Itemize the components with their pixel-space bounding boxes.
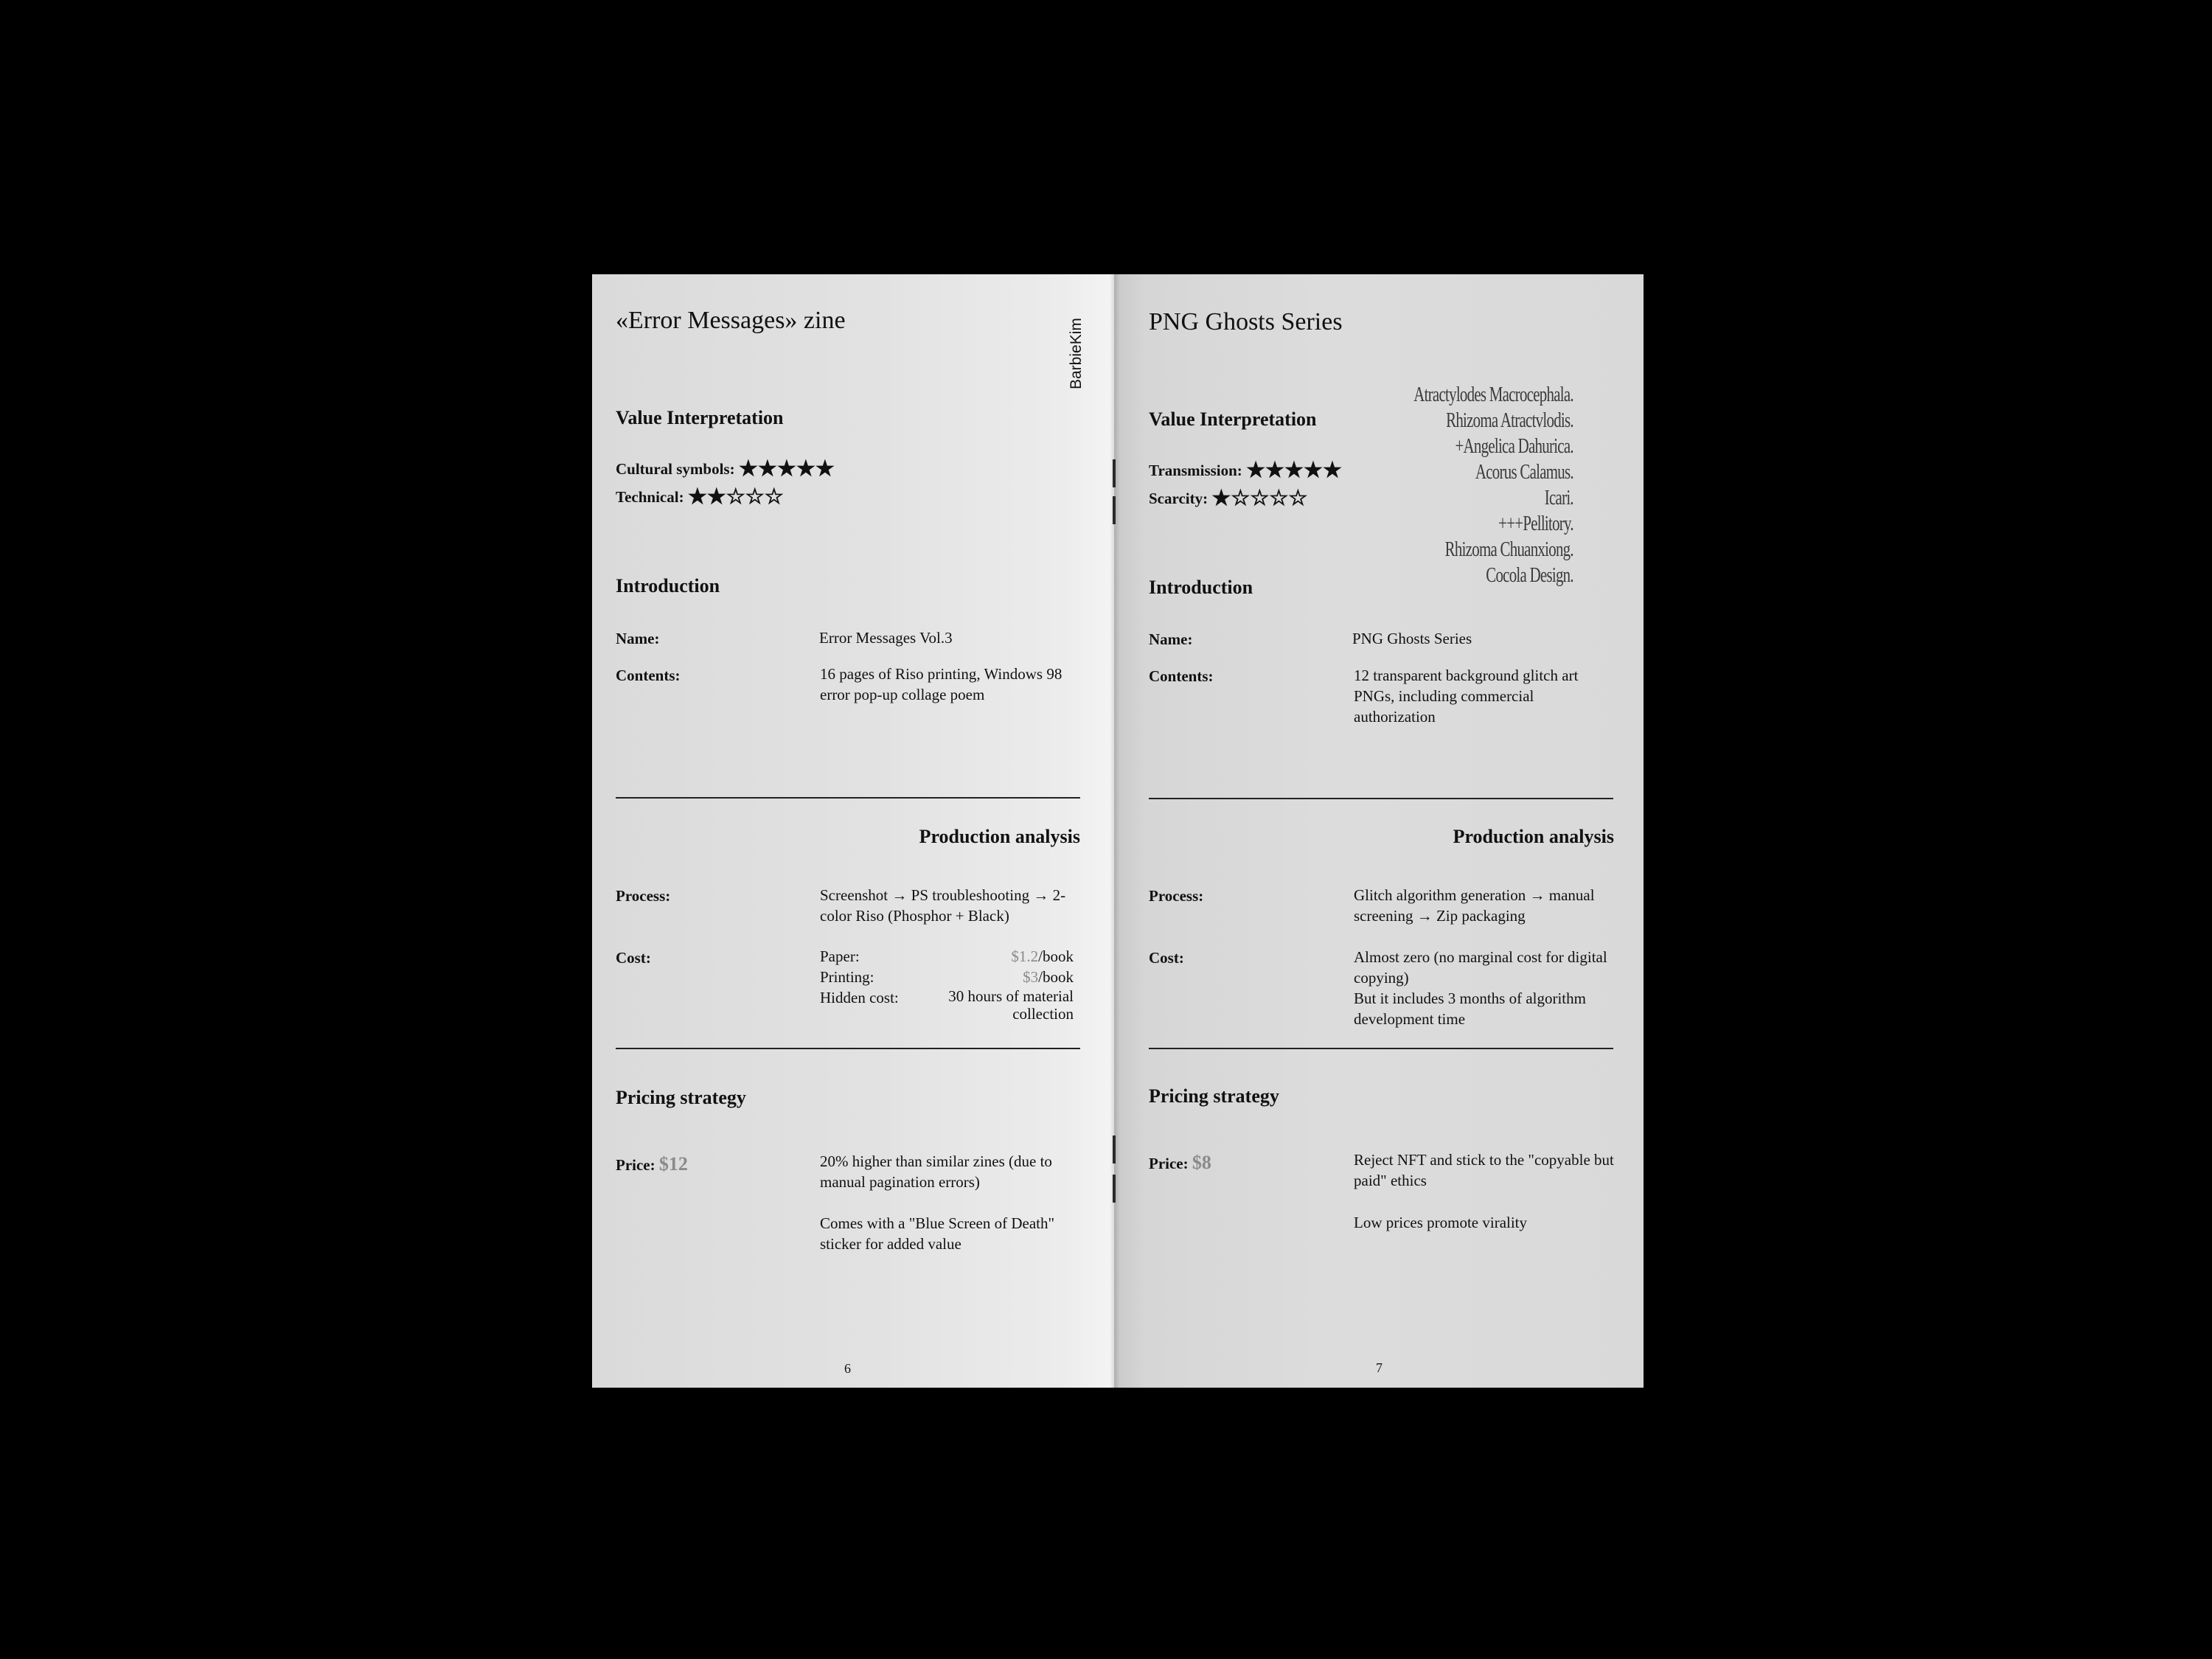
- herb-item: +Angelica Dahurica.: [1455, 434, 1573, 458]
- divider: [616, 1048, 1080, 1049]
- staple: [1113, 496, 1116, 524]
- price-label: Price:: [1149, 1155, 1189, 1172]
- herb-list: [1352, 382, 1573, 588]
- process-value: Glitch algorithm generation → manual screening → Zip packaging: [1354, 886, 1595, 925]
- pricing-heading: Pricing strategy: [1149, 1085, 1279, 1107]
- divider: [1149, 1048, 1613, 1049]
- herb-item: Atractylodes Macrocephala.: [1413, 383, 1573, 406]
- herb-item: Rhizoma Chuanxiong.: [1444, 538, 1573, 561]
- herb-item: Cocola Design.: [1486, 563, 1573, 587]
- cost-row: [820, 987, 1074, 1023]
- price-value: $8: [1192, 1152, 1211, 1173]
- pricing-note: Reject NFT and stick to the "copyable but paid" ethics: [1354, 1151, 1614, 1189]
- process-value: Screenshot → PS troubleshooting → 2-color Riso (Phosphor + Black): [820, 886, 1066, 925]
- page-title: «Error Messages» zine: [616, 307, 846, 334]
- cost-row: [820, 967, 1074, 987]
- process-label: Process:: [1149, 887, 1204, 905]
- star-rating-icon: ★★☆☆☆: [687, 485, 784, 509]
- production-heading: Production analysis: [1453, 826, 1614, 847]
- star-rating-icon: ★☆☆☆☆: [1211, 487, 1308, 510]
- cost-item-label: Printing:: [820, 968, 874, 986]
- cost-item-text: 30 hours of material collection: [948, 987, 1074, 1023]
- value-heading: Value Interpretation: [616, 407, 784, 428]
- rating-label: Scarcity:: [1149, 490, 1208, 507]
- name-label: Name:: [616, 630, 660, 647]
- cost-unit: /book: [1038, 947, 1074, 965]
- page-number: 7: [1376, 1360, 1382, 1375]
- divider: [616, 797, 1080, 799]
- star-rating-icon: ★★★★★: [738, 457, 835, 481]
- herb-item: Acorus Calamus.: [1475, 460, 1573, 484]
- book-gutter: [1110, 274, 1120, 1388]
- name-label: Name:: [1149, 630, 1193, 648]
- intro-heading: Introduction: [1149, 577, 1253, 598]
- contents-label: Contents:: [616, 667, 681, 684]
- left-page: [592, 274, 1114, 1388]
- rating-label: Technical:: [616, 488, 684, 506]
- staple: [1113, 1175, 1116, 1203]
- staple: [1113, 459, 1116, 487]
- rating-row: [1149, 485, 1307, 511]
- star-rating-icon: ★★★★★: [1246, 459, 1343, 482]
- cost-label: Cost:: [616, 949, 651, 967]
- cost-value: Almost zero (no marginal cost for digital copying): [1354, 948, 1607, 987]
- rating-row: [616, 484, 784, 509]
- contents-value: 16 pages of Riso printing, Windows 98 error pop-up collage poem: [820, 665, 1062, 703]
- right-page: [1114, 274, 1644, 1388]
- herb-item: +++Pellitory.: [1498, 512, 1573, 535]
- value-heading: Value Interpretation: [1149, 408, 1317, 430]
- rating-label: Transmission:: [1149, 462, 1242, 479]
- price-row: [616, 1153, 688, 1175]
- cost-item-label: Paper:: [820, 947, 860, 965]
- rating-label: Cultural symbols:: [616, 460, 735, 478]
- pricing-note: Low prices promote virality: [1354, 1214, 1528, 1231]
- page-title: PNG Ghosts Series: [1149, 308, 1343, 335]
- price-label: Price:: [616, 1156, 655, 1174]
- herb-item: Icari.: [1544, 486, 1573, 509]
- cost-value: But it includes 3 months of algorithm development time: [1354, 990, 1586, 1028]
- pricing-note: Comes with a "Blue Screen of Death" sticker for added value: [820, 1214, 1055, 1253]
- cost-breakdown: [820, 946, 1074, 1023]
- process-label: Process:: [616, 887, 671, 905]
- production-heading: Production analysis: [919, 826, 1080, 847]
- cost-amount: $3: [1023, 968, 1039, 986]
- staple: [1113, 1135, 1116, 1164]
- rating-row: [1149, 457, 1342, 483]
- name-value: Error Messages Vol.3: [819, 629, 953, 647]
- contents-value: 12 transparent background glitch art PNGs, including commercial authorization: [1354, 667, 1579, 726]
- pricing-note: 20% higher than similar zines (due to manual pagination errors): [820, 1152, 1052, 1191]
- price-value: $12: [658, 1153, 688, 1175]
- cost-unit: /book: [1038, 968, 1074, 986]
- brand-name: BarbieKim: [1068, 318, 1085, 389]
- herb-item: Rhizoma Atractvlodis.: [1446, 408, 1573, 432]
- divider: [1149, 798, 1613, 799]
- name-value: PNG Ghosts Series: [1352, 630, 1472, 647]
- cost-item-label: Hidden cost:: [820, 989, 899, 1006]
- intro-heading: Introduction: [616, 575, 720, 597]
- rating-row: [616, 456, 835, 481]
- contents-label: Contents:: [1149, 667, 1214, 685]
- cost-row: [820, 946, 1074, 967]
- cost-label: Cost:: [1149, 949, 1184, 967]
- page-number: 6: [844, 1361, 851, 1376]
- cost-amount: $1.2: [1011, 947, 1039, 965]
- pricing-heading: Pricing strategy: [616, 1087, 746, 1108]
- price-row: [1149, 1152, 1211, 1174]
